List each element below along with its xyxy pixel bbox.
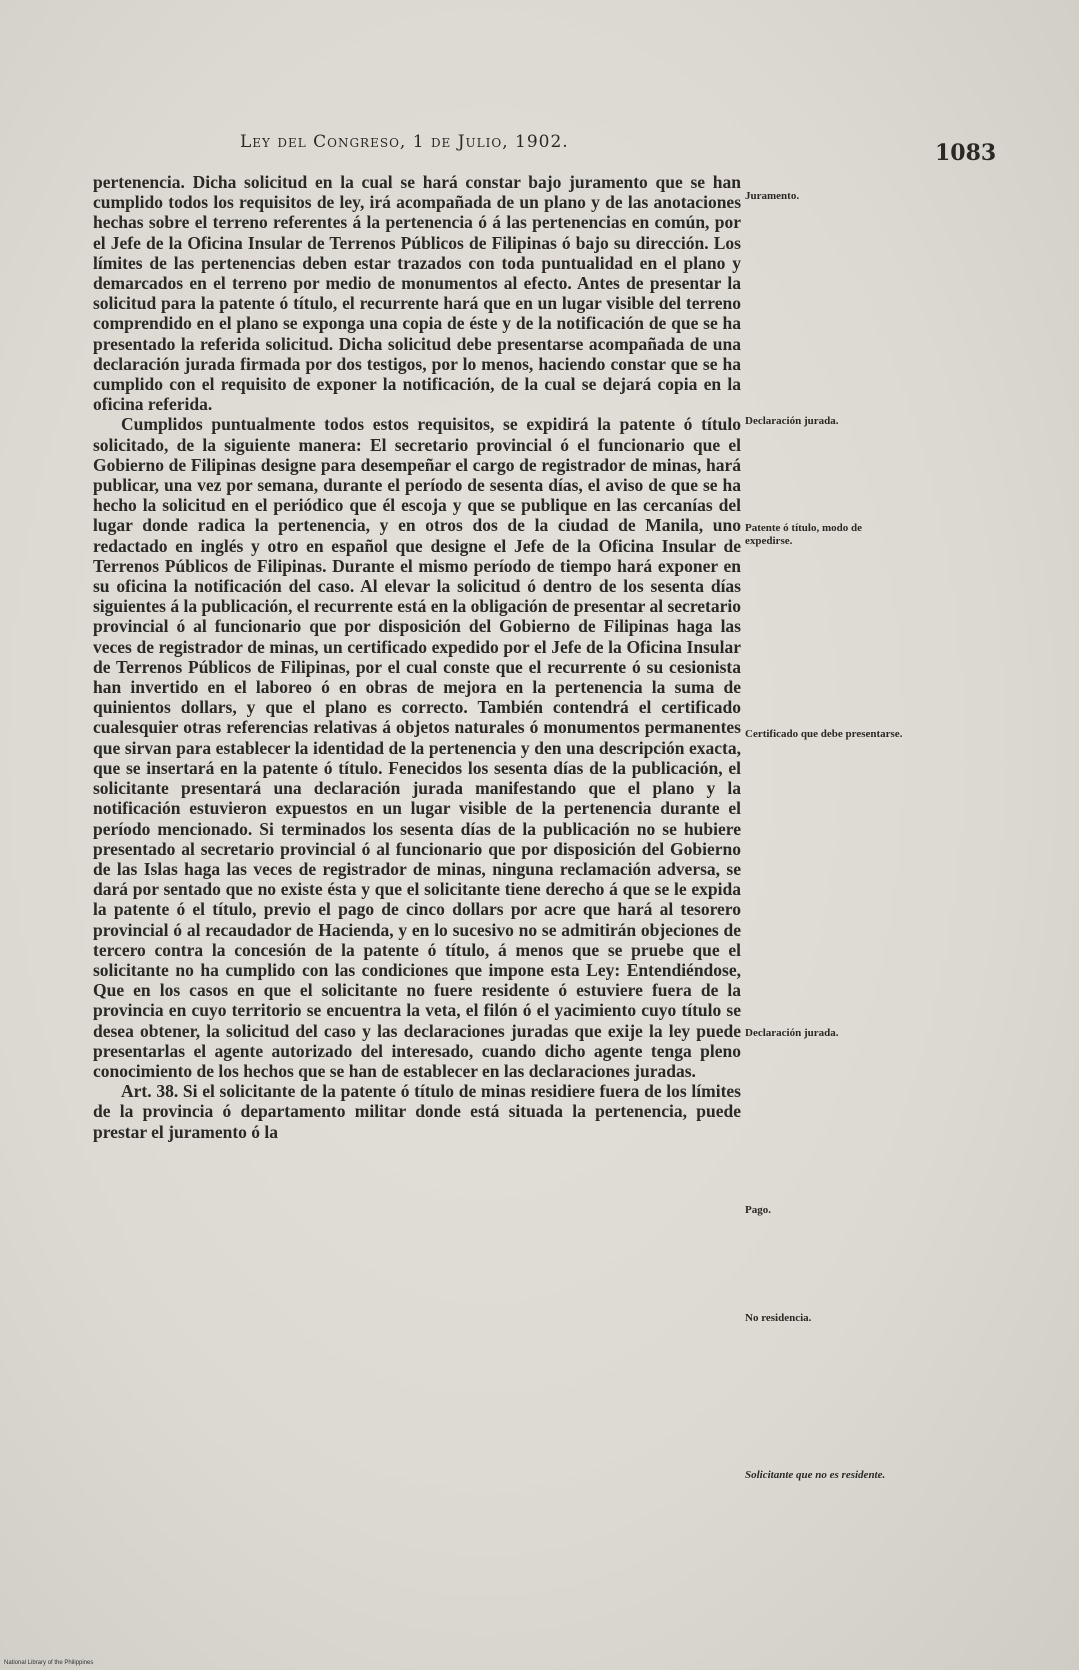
paragraph: Art. 38. Si el solicitante de la patente ó título de minas residiere fuera de los límites de la provincia ó departamento militar donde está situada la pertenencia, puede prestar el juramento ó la — [93, 1081, 741, 1142]
margin-note-no-residencia: No residencia. — [745, 1312, 812, 1324]
paragraph: pertenencia. Dicha solicitud en la cual se hará constar bajo juramento que se han cumplido todos los requisitos de ley, irá acompañada de un plano y de las anotaciones hechas sobre el terreno referentes á la pertenencia ó á las pertenencias en común, por el Jefe de la Oficina Insular de Terrenos Públicos de Filipinas ó bajo su dirección. Los límites de las pertenencias deben estar trazados con toda puntualidad en el plano y demarcados en el terreno por medio de monumentos al efecto. Antes de presentar la solicitud para la patente ó título, el recurrente hará que en un lugar visible del terreno comprendido en el plano se exponga una copia de éste y de la notificación de que se ha presentado la referida solicitud. Dicha solicitud debe presentarse acompañada de una declaración jurada firmada por dos testigos, por lo menos, haciendo constar que se ha cumplido con el requisito de exponer la notificación, de la cual se dejará copia en la oficina referida. — [93, 172, 741, 415]
margin-note-solicitante: Solicitante que no es residente. — [745, 1469, 886, 1481]
margin-note-declaracion-jurada: Declaración jurada. — [745, 415, 839, 427]
footer-credit: National Library of the Philippines — [4, 1660, 94, 1666]
margin-note-pago: Pago. — [745, 1204, 771, 1216]
paragraph: Cumplidos puntualmente todos estos requisitos, se expidirá la patente ó título solicitado, de la siguiente manera: El secretario provincial ó el funcionario que el Gobierno de Filipinas designe para desempeñar el cargo de registrador de minas, hará publicar, una vez por semana, durante el período de sesenta días, el aviso de que se ha hecho la solicitud en el periódico que él escoja y que se publique en las cercanías del lugar donde radica la pertenencia, y en otros dos de la ciudad de Manila, uno redactado en inglés y otro en español que designe el Jefe de la Oficina Insular de Terrenos Públicos de Filipinas. Durante el mismo período de tiempo hará exponer en su oficina la notificación del caso. Al elevar la solicitud ó dentro de los sesenta días siguientes á la publicación, el recurrente está en la obligación de presentar al secretario provincial ó al funcionario que por disposición del Gobierno de Filipinas haga las veces de registrador de minas, un certificado expedido por el Jefe de la Oficina Insular de Terrenos Públicos de Filipinas, por el cual conste que el recurrente ó su cesionista han invertido en el laboreo ó en obras de mejora en la pertenencia la suma de quinientos dollars, y que el plano es correcto. También contendrá el certificado cualesquier otras referencias relativas á objetos naturales ó monumentos permanentes que sirvan para establecer la identidad de la pertenencia y den una descripción exacta, que se insertará en la patente ó título. Fenecidos los sesenta días de la publicación, el solicitante presentará una declaración jurada manifestando que el plano y la notificación estuvieron expuestos en un lugar visible de la pertenencia durante el período mencionado. Si terminados los sesenta días de la publicación no se hubiere presentado al secretario provincial ó al funcionario que por disposición del Gobierno de las Islas haga las veces de registrador de minas, ninguna reclamación adversa, se dará por sentado que no existe ésta y que el solicitante tiene derecho á que se le expida la patente ó el título, previo el pago de cinco dollars por acre que hará al tesorero provincial ó al recaudador de Hacienda, y en lo sucesivo no se admitirán objeciones de tercero contra la concesión de la patente ó título, á menos que se pruebe que el solicitante no ha cumplido con las condiciones que impone esta Ley: Entendiéndose, Que en los casos en que el solicitante no fuere residente ó estuviere fuera de la provincia en cuyo territorio se encuentra la veta, el filón ó el yacimiento cuyo título se desea obtener, la solicitud del caso y las declaraciones juradas que exije la ley puede presentarlas el agente autorizado del interesado, cuando dicho agente tenga pleno conocimiento de los hechos que se han de establecer en las declaraciones juradas. — [93, 414, 741, 1081]
margin-note-certificado: Certificado que debe presentarse. — [745, 728, 903, 740]
running-title: Ley del Congreso, 1 de Julio, 1902. — [240, 132, 569, 152]
body-text — [93, 172, 741, 1142]
margin-note-juramento: Juramento. — [745, 190, 800, 202]
margin-note-declaracion-jurada-2: Declaración jurada. — [745, 1027, 839, 1039]
page-number: 1083 — [935, 140, 997, 166]
margin-note-patente: Patente ó título, modo de expedirse. — [745, 522, 863, 547]
